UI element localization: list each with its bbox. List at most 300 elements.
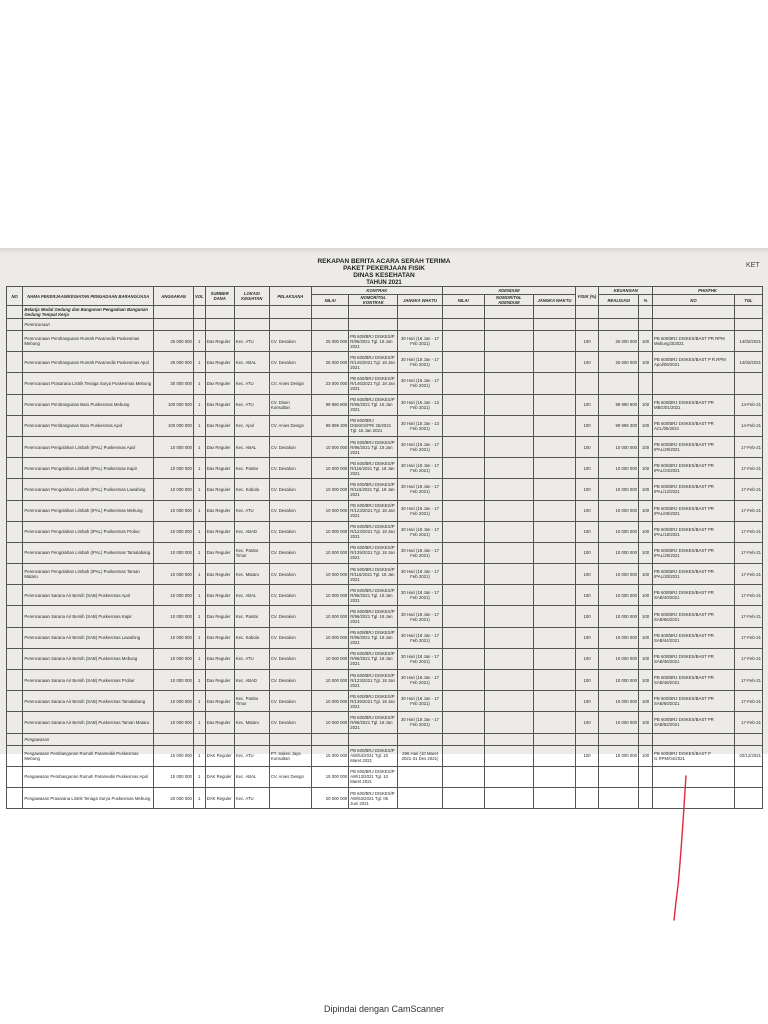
empty-cell bbox=[311, 319, 348, 331]
row-jangka: 30 Hari (18 Jan - 17 Feb 2021) bbox=[398, 331, 442, 352]
row-nomor-kontrak: PB 600/BRJ DISKES/P R/96/2021 Tgl. 18 Jan 2021 bbox=[349, 585, 398, 606]
row-no bbox=[7, 331, 23, 352]
row-pelaksana: CV. Desakon bbox=[269, 648, 311, 669]
row-lokasi: Kec. ATU bbox=[234, 331, 269, 352]
row-adendum-nilai bbox=[442, 585, 484, 606]
row-sumber: Dax Reguler bbox=[205, 415, 234, 436]
row-adendum-nomor bbox=[484, 787, 533, 808]
empty-cell bbox=[575, 733, 598, 745]
col-vol: VOL bbox=[193, 287, 205, 306]
row-pho-no: PB 600/BRJ DISKES/BAST PR IPAL/06/2021 bbox=[653, 500, 735, 521]
row-adendum-nomor bbox=[484, 627, 533, 648]
empty-cell bbox=[442, 306, 484, 319]
row-jangka: 30 Hari (18 Jan - 17 Feb 2021) bbox=[398, 458, 442, 479]
subsection-perencanaan bbox=[7, 319, 763, 331]
row-pho-no: PB 600/BRJ DISKES/BAST PR SAB/60/2021 bbox=[653, 691, 735, 712]
row-pho-no: PB 600/BRJ DISKES/BAST PR SAB/56/2021 bbox=[653, 606, 735, 627]
row-lokasi: Kec. ATU bbox=[234, 394, 269, 415]
row-vol: 1 bbox=[193, 564, 205, 585]
row-jangka bbox=[398, 766, 442, 787]
row-lokasi: Kec. Pantar bbox=[234, 458, 269, 479]
subsection-perencanaan-label: Perencanaan bbox=[23, 319, 154, 331]
row-pelaksana: CV. Disen Konsultan bbox=[269, 394, 311, 415]
row-realisasi: 10 000 000 bbox=[599, 648, 639, 669]
row-adendum-nomor bbox=[484, 373, 533, 394]
scanned-sheet bbox=[0, 248, 768, 806]
row-pho-no: PB 600/BRJ DISKES/BAST PR ACL/05/2021 bbox=[653, 415, 735, 436]
col-fisik: FISIK (%) bbox=[575, 287, 598, 306]
row-adendum-nomor bbox=[484, 394, 533, 415]
row-nama: Perencanaan Pengolahan Limbah (IPAL) Puskesmas Probur bbox=[23, 521, 154, 542]
row-adendum-nilai bbox=[442, 627, 484, 648]
row-pelaksana: CV. Desakon bbox=[269, 712, 311, 733]
row-realisasi: 10 000 000 bbox=[599, 564, 639, 585]
row-nomor-kontrak: PB 600/BRJ DISKES/P R/96/2021 Tgl. 18 Jan 2021 bbox=[349, 648, 398, 669]
doc-title-4: TAHUN 2021 bbox=[366, 280, 402, 286]
row-realisasi bbox=[599, 787, 639, 808]
row-realisasi: 10 000 000 bbox=[599, 436, 639, 457]
row-nama: Perencanaan Pengolahan Limbah (IPAL) Puskesmas Mebung bbox=[23, 500, 154, 521]
row-realisasi: 99 999 300 bbox=[599, 415, 639, 436]
row-pelaksana: CV. Desakon bbox=[269, 585, 311, 606]
row-persen: 100 bbox=[639, 627, 653, 648]
row-nilai: 10 000 000 bbox=[311, 606, 348, 627]
row-anggaran: 10 000 000 bbox=[154, 691, 194, 712]
col-pho-tgl: TGL bbox=[734, 295, 762, 306]
empty-cell bbox=[575, 319, 598, 331]
row-vol: 1 bbox=[193, 352, 205, 373]
empty-cell bbox=[734, 319, 762, 331]
row-no bbox=[7, 394, 23, 415]
row-adendum-nilai bbox=[442, 415, 484, 436]
row-realisasi: 25 000 000 bbox=[599, 352, 639, 373]
row-nilai: 10 000 000 bbox=[311, 648, 348, 669]
row-persen: 100 bbox=[639, 712, 653, 733]
row-sumber: Dax Reguler bbox=[205, 500, 234, 521]
row-adendum-jangka bbox=[533, 331, 575, 352]
row-nilai: 10 000 000 bbox=[311, 712, 348, 733]
empty-cell bbox=[269, 733, 311, 745]
empty-cell bbox=[599, 306, 639, 319]
row-pelaksana: CV. Anies Design bbox=[269, 373, 311, 394]
doc-title-2: PAKET PEKERJAAN FISIK bbox=[343, 265, 425, 272]
row-pelaksana bbox=[269, 787, 311, 808]
row-jangka: 30 Hari (18 Jan - 17 Feb 2021) bbox=[398, 627, 442, 648]
row-jangka: 30 Hari (18 Jan - 17 Feb 2021) bbox=[398, 648, 442, 669]
row-adendum-nilai bbox=[442, 691, 484, 712]
row-anggaran: 15 000 000 bbox=[154, 766, 194, 787]
table-row bbox=[7, 745, 763, 766]
empty-cell bbox=[398, 319, 442, 331]
row-pho-tgl: 17-Feb-21 bbox=[734, 564, 762, 585]
row-fisik: 100 bbox=[575, 458, 598, 479]
row-nama: Pengawasan Pembangunan Rumah Paramedis Puskesmas Mebung bbox=[23, 745, 154, 766]
row-fisik: 100 bbox=[575, 394, 598, 415]
row-nomor-kontrak: PB 600/BRJ DISKES/P R/96/2021 Tgl. 18 Jan 2021 bbox=[349, 436, 398, 457]
row-nilai: 10 000 000 bbox=[311, 691, 348, 712]
row-anggaran: 25 000 000 bbox=[154, 331, 194, 352]
row-anggaran: 10 000 000 bbox=[154, 479, 194, 500]
row-vol: 1 bbox=[193, 331, 205, 352]
row-nomor-kontrak: PB 600/BRJ DISKES/P AW/53/2021 Tgl. 06 Juni 2021 bbox=[349, 787, 398, 808]
row-vol: 1 bbox=[193, 415, 205, 436]
empty-cell bbox=[484, 733, 533, 745]
row-adendum-nilai bbox=[442, 745, 484, 766]
row-pho-tgl: 17-Feb-21 bbox=[734, 500, 762, 521]
row-adendum-jangka bbox=[533, 521, 575, 542]
row-pelaksana: CV. Desakon bbox=[269, 627, 311, 648]
row-lokasi: Kec. ABAL bbox=[234, 352, 269, 373]
row-realisasi: 10 000 000 bbox=[599, 670, 639, 691]
row-realisasi: 10 000 000 bbox=[599, 627, 639, 648]
row-persen: 100 bbox=[639, 458, 653, 479]
row-adendum-nomor bbox=[484, 670, 533, 691]
row-vol: 1 bbox=[193, 670, 205, 691]
row-adendum-nomor bbox=[484, 585, 533, 606]
empty-cell bbox=[533, 319, 575, 331]
row-pelaksana: CV. Desakon bbox=[269, 542, 311, 563]
row-adendum-jangka bbox=[533, 373, 575, 394]
col-keuangan-persen: % bbox=[639, 295, 653, 306]
row-persen: 100 bbox=[639, 648, 653, 669]
row-persen: 100 bbox=[639, 394, 653, 415]
row-pelaksana: PT. Sakeri Jaya Konsultan bbox=[269, 745, 311, 766]
row-jangka: 30 Hari (18 Jan - 17 Feb 2021) bbox=[398, 500, 442, 521]
row-jangka: 30 Hari (18 Jan - 17 Feb 2021) bbox=[398, 564, 442, 585]
empty-cell bbox=[442, 319, 484, 331]
row-nama: Pengawasan Pembangunan Rumah Paramedis Puskesmas Apol bbox=[23, 766, 154, 787]
row-vol: 1 bbox=[193, 745, 205, 766]
row-realisasi bbox=[599, 766, 639, 787]
col-no: NO bbox=[7, 287, 23, 306]
row-no bbox=[7, 712, 23, 733]
row-pelaksana: CV. Anies Design bbox=[269, 415, 311, 436]
empty-cell bbox=[533, 733, 575, 745]
row-fisik: 100 bbox=[575, 500, 598, 521]
empty-cell bbox=[653, 319, 735, 331]
row-adendum-jangka bbox=[533, 564, 575, 585]
row-sumber: Dax Reguler bbox=[205, 352, 234, 373]
row-adendum-nilai bbox=[442, 352, 484, 373]
row-nama: Perencanaan Sarana Air Bersih (SAB) Puskesmas Taman Mataru bbox=[23, 712, 154, 733]
row-persen: 100 bbox=[639, 415, 653, 436]
row-lokasi: Kec. ABAL bbox=[234, 585, 269, 606]
row-pelaksana: CV. Desakon bbox=[269, 458, 311, 479]
row-pho-tgl bbox=[734, 766, 762, 787]
table-row bbox=[7, 394, 763, 415]
row-vol: 1 bbox=[193, 648, 205, 669]
row-fisik: 100 bbox=[575, 352, 598, 373]
table-row bbox=[7, 458, 763, 479]
row-nomor-kontrak: PB 600/BRJ DISKES/P R/116/2021 Tgl. 18 Jan 2021 bbox=[349, 458, 398, 479]
row-lokasi: Kec. Pantar Timur bbox=[234, 691, 269, 712]
row-pho-tgl: 02/12/2021 bbox=[734, 745, 762, 766]
col-pho-no: NO bbox=[653, 295, 735, 306]
row-persen: 100 bbox=[639, 331, 653, 352]
empty-cell bbox=[533, 306, 575, 319]
row-fisik: 100 bbox=[575, 627, 598, 648]
row-vol: 1 bbox=[193, 585, 205, 606]
row-jangka: 30 Hari (18 Jan - 17 Feb 2021) bbox=[398, 436, 442, 457]
section-belanja-modal bbox=[7, 306, 763, 319]
row-vol: 1 bbox=[193, 500, 205, 521]
row-sumber: Dax Reguler bbox=[205, 564, 234, 585]
row-vol: 1 bbox=[193, 627, 205, 648]
empty-cell bbox=[193, 319, 205, 331]
row-sumber: Dax Reguler bbox=[205, 606, 234, 627]
col-anggaran: ANGGARAN bbox=[154, 287, 194, 306]
row-pelaksana: CV. Desakon bbox=[269, 479, 311, 500]
col-phofhk: PHO/FHK bbox=[653, 287, 763, 295]
row-sumber: Dax Reguler bbox=[205, 479, 234, 500]
row-pho-no: PB 600/BRJ DISKES/BAST PR IPAL/29/2021 bbox=[653, 436, 735, 457]
row-jangka: 30 Hari (18 Jan - 17 Feb 2021) bbox=[398, 606, 442, 627]
row-anggaran: 30 000 000 bbox=[154, 373, 194, 394]
row-fisik: 100 bbox=[575, 670, 598, 691]
empty-cell bbox=[734, 306, 762, 319]
row-nama: Perencanaan Pembangunan Rumah Paramedis Puskesmas Mebung bbox=[23, 331, 154, 352]
col-kontrak-nomor: NOMOR/TGL KONTRAK bbox=[349, 295, 398, 306]
row-vol: 1 bbox=[193, 712, 205, 733]
row-anggaran: 10 000 000 bbox=[154, 648, 194, 669]
row-fisik: 100 bbox=[575, 585, 598, 606]
table-row bbox=[7, 627, 763, 648]
row-no bbox=[7, 458, 23, 479]
col-keuangan-realisasi: REALISASI bbox=[599, 295, 639, 306]
row-persen: 100 bbox=[639, 745, 653, 766]
row-anggaran: 10 000 000 bbox=[154, 521, 194, 542]
row-adendum-jangka bbox=[533, 606, 575, 627]
col-sumber: SUMBER DANA bbox=[205, 287, 234, 306]
row-pho-no: PB 600/BRJ DISKES/BAST PR SAB/40/2021 bbox=[653, 585, 735, 606]
row-nama: Perencanaan Prasarana Listrik Tenaga Surya Puskesmas Mebung bbox=[23, 373, 154, 394]
row-persen: 100 bbox=[639, 585, 653, 606]
empty-cell bbox=[269, 306, 311, 319]
row-pho-tgl: 17-Feb-21 bbox=[734, 436, 762, 457]
scanner-footer: Dipindai dengan CamScanner bbox=[323, 1004, 445, 1014]
table-row bbox=[7, 373, 763, 394]
row-nomor-kontrak: PB 600/BRJ DISKES/P R/96/2021 Tgl. 18 Jan 2021 bbox=[349, 331, 398, 352]
row-anggaran: 10 000 000 bbox=[154, 436, 194, 457]
row-fisik bbox=[575, 766, 598, 787]
row-sumber: Dax Reguler bbox=[205, 436, 234, 457]
row-adendum-nilai bbox=[442, 542, 484, 563]
row-jangka: 30 Hari (18 Jan - 17 Feb 2021) bbox=[398, 691, 442, 712]
row-vol: 1 bbox=[193, 373, 205, 394]
row-fisik: 100 bbox=[575, 648, 598, 669]
row-nilai: 10 000 000 bbox=[311, 564, 348, 585]
row-anggaran: 100 000 000 bbox=[154, 394, 194, 415]
empty-cell bbox=[575, 306, 598, 319]
row-nilai: 10 000 000 bbox=[311, 627, 348, 648]
row-nilai: 10 000 000 bbox=[311, 670, 348, 691]
table-row bbox=[7, 712, 763, 733]
empty-cell bbox=[269, 319, 311, 331]
row-adendum-nomor bbox=[484, 331, 533, 352]
col-kontrak-nilai: NILAI bbox=[311, 295, 348, 306]
row-realisasi: 10 000 000 bbox=[599, 606, 639, 627]
row-sumber: DAK Reguler bbox=[205, 745, 234, 766]
row-pho-tgl: 17-Feb-21 bbox=[734, 585, 762, 606]
row-lokasi: Kec. Pantar bbox=[234, 606, 269, 627]
row-lokasi: Kec. Pantar Timur bbox=[234, 542, 269, 563]
row-pho-tgl: 17-Feb-21 bbox=[734, 691, 762, 712]
row-adendum-jangka bbox=[533, 712, 575, 733]
row-lokasi: Kec. Mataru bbox=[234, 712, 269, 733]
row-nama: Perencanaan Pengolahan Limbah (IPAL) Puskesmas Lawahing bbox=[23, 479, 154, 500]
row-anggaran: 10 000 000 bbox=[154, 627, 194, 648]
row-pelaksana: CV. Desakon bbox=[269, 691, 311, 712]
row-adendum-nilai bbox=[442, 479, 484, 500]
row-pho-tgl: 17-Feb-21 bbox=[734, 521, 762, 542]
row-no bbox=[7, 691, 23, 712]
row-realisasi: 15 000 000 bbox=[599, 745, 639, 766]
row-fisik: 100 bbox=[575, 712, 598, 733]
row-nomor-kontrak: PB 600/BRJ DISKES/P R/96/2021 Tgl. 18 Jan 2021 bbox=[349, 606, 398, 627]
row-vol: 1 bbox=[193, 521, 205, 542]
row-jangka: 30 Hari (15 Jan - 13 Feb 2021) bbox=[398, 394, 442, 415]
row-adendum-jangka bbox=[533, 585, 575, 606]
row-adendum-jangka bbox=[533, 436, 575, 457]
row-adendum-jangka bbox=[533, 542, 575, 563]
row-sumber: Dax Reguler bbox=[205, 585, 234, 606]
row-adendum-jangka bbox=[533, 627, 575, 648]
empty-cell bbox=[484, 306, 533, 319]
row-persen: 100 bbox=[639, 606, 653, 627]
empty-cell bbox=[734, 733, 762, 745]
row-adendum-nomor bbox=[484, 712, 533, 733]
row-fisik: 100 bbox=[575, 691, 598, 712]
row-nomor-kontrak: PB 600/BRJ DISKES/P R/123/2021 Tgl. 18 Jan 2021 bbox=[349, 670, 398, 691]
row-pho-no: PB 600/BRJ DISKES/BAST PR IPAL/30/2021 bbox=[653, 564, 735, 585]
row-realisasi: 10 000 000 bbox=[599, 712, 639, 733]
ket-label: KET bbox=[746, 262, 760, 269]
row-adendum-nomor bbox=[484, 564, 533, 585]
row-adendum-nilai bbox=[442, 373, 484, 394]
row-lokasi: Kec. Mataru bbox=[234, 564, 269, 585]
row-pho-no: PB 600/BRJ DISKES/BAST PR SAB/48/2021 bbox=[653, 670, 735, 691]
row-pho-tgl: 17-Feb-21 bbox=[734, 458, 762, 479]
empty-cell bbox=[639, 306, 653, 319]
row-sumber: Dax Reguler bbox=[205, 542, 234, 563]
table-row bbox=[7, 500, 763, 521]
row-no bbox=[7, 766, 23, 787]
row-no bbox=[7, 564, 23, 585]
row-nomor-kontrak: PB 600/BRJ DISKES/P R/139/2021 Tgl. 18 Jan 2021 bbox=[349, 691, 398, 712]
empty-cell bbox=[599, 319, 639, 331]
row-anggaran: 10 000 000 bbox=[154, 564, 194, 585]
row-lokasi: Kec. ATU bbox=[234, 373, 269, 394]
row-pho-tgl: 17-Feb-21 bbox=[734, 479, 762, 500]
row-fisik: 100 bbox=[575, 436, 598, 457]
row-pho-no: PB 600/BRJ DISKES/BAST PR MBG/01/2021 bbox=[653, 394, 735, 415]
row-pho-tgl: 14/02/2021 bbox=[734, 352, 762, 373]
row-lokasi: Kec. ATU bbox=[234, 745, 269, 766]
row-adendum-jangka bbox=[533, 691, 575, 712]
row-nilai: 99 999 300 bbox=[311, 415, 348, 436]
table-row bbox=[7, 352, 763, 373]
row-anggaran: 10 000 000 bbox=[154, 458, 194, 479]
row-pho-tgl: 17-Feb-21 bbox=[734, 606, 762, 627]
row-nilai: 10 000 000 bbox=[311, 436, 348, 457]
row-pelaksana: CV. Desakon bbox=[269, 331, 311, 352]
row-anggaran: 10 000 000 bbox=[154, 542, 194, 563]
subsection-pengawasan bbox=[7, 733, 763, 745]
row-lokasi: Kec. Kabola bbox=[234, 479, 269, 500]
row-nama: Pengawasan Prasarana Listrik Tenaga Surya Puskesmas Mebung bbox=[23, 787, 154, 808]
row-lokasi: Kec. Kabola bbox=[234, 627, 269, 648]
row-persen: 100 bbox=[639, 352, 653, 373]
row-no bbox=[7, 436, 23, 457]
row-nomor-kontrak: PB 600/BRJ DISKES/P R/146/2021 Tgl. 18 Jan 2021 bbox=[349, 373, 398, 394]
row-anggaran: 100 000 000 bbox=[154, 415, 194, 436]
row-adendum-nomor bbox=[484, 745, 533, 766]
empty-cell bbox=[234, 733, 269, 745]
row-sumber: DAK Reguler bbox=[205, 787, 234, 808]
row-persen: 100 bbox=[639, 564, 653, 585]
row-adendum-jangka bbox=[533, 648, 575, 669]
doc-title-1: REKAPAN BERITA ACARA SERAH TERIMA bbox=[317, 258, 451, 265]
row-pelaksana: CV. Desakon bbox=[269, 500, 311, 521]
row-no bbox=[7, 500, 23, 521]
row-sumber: Dax Reguler bbox=[205, 458, 234, 479]
row-realisasi: 10 000 000 bbox=[599, 585, 639, 606]
row-adendum-nomor bbox=[484, 606, 533, 627]
empty-cell bbox=[193, 306, 205, 319]
row-no bbox=[7, 521, 23, 542]
row-vol: 1 bbox=[193, 542, 205, 563]
row-adendum-jangka bbox=[533, 670, 575, 691]
row-adendum-nilai bbox=[442, 394, 484, 415]
row-persen: 100 bbox=[639, 500, 653, 521]
col-adendum-nomor: NOMOR/TGL ADENDUM bbox=[484, 295, 533, 306]
empty-cell bbox=[599, 733, 639, 745]
row-lokasi: Kec. ABAL bbox=[234, 436, 269, 457]
row-nomor-kontrak: PB 600/BRJ DISKES/P R/96/2021 Tgl. 18 Jan 2021 bbox=[349, 627, 398, 648]
row-nama: Perencanaan Sarana Air Bersih (SAB) Puskesmas Mebung bbox=[23, 648, 154, 669]
row-nama: Perencanaan Pembangunan Baru Puskesmas Mebung bbox=[23, 394, 154, 415]
row-nilai: 25 000 000 bbox=[311, 331, 348, 352]
row-pho-no: PB 600/BRJ DISKES/BAST P R.RPM Apol/09/2021 bbox=[653, 352, 735, 373]
row-adendum-nomor bbox=[484, 542, 533, 563]
row-nama: Perencanaan Pembangunan Rumah Paramedis Puskesmas Apol bbox=[23, 352, 154, 373]
row-lokasi: Kec. ABAL bbox=[234, 766, 269, 787]
row-adendum-nomor bbox=[484, 352, 533, 373]
row-persen bbox=[639, 766, 653, 787]
empty-cell bbox=[154, 733, 194, 745]
row-no bbox=[7, 787, 23, 808]
section-no-cell bbox=[7, 319, 23, 331]
row-nilai: 10 000 000 bbox=[311, 521, 348, 542]
col-adendum-nilai: NILAI bbox=[442, 295, 484, 306]
empty-cell bbox=[653, 306, 735, 319]
row-pho-no: PB 600/BRJ DISKES/BAST PR IPAL/24/2021 bbox=[653, 458, 735, 479]
row-nomor-kontrak: PB 600/BRJ DISKES/P R/139/2021 Tgl. 18 Jan 2021 bbox=[349, 542, 398, 563]
subsection-pengawasan-label: Pengawasan bbox=[23, 733, 154, 745]
row-pho-tgl: 14-Feb-21 bbox=[734, 394, 762, 415]
empty-cell bbox=[398, 733, 442, 745]
row-adendum-nilai bbox=[442, 521, 484, 542]
row-adendum-nomor bbox=[484, 458, 533, 479]
row-vol: 1 bbox=[193, 787, 205, 808]
row-nama: Perencanaan Pengolahan Limbah (IPAL) Puskesmas Taman Mataru bbox=[23, 564, 154, 585]
row-vol: 1 bbox=[193, 394, 205, 415]
row-nilai: 23 000 000 bbox=[311, 373, 348, 394]
row-sumber: Dax Reguler bbox=[205, 627, 234, 648]
row-adendum-nilai bbox=[442, 458, 484, 479]
row-nomor-kontrak: PB 600/BRJ DISKES/P R/96/2021 Tgl. 18 Jan 2021 bbox=[349, 712, 398, 733]
empty-cell bbox=[442, 733, 484, 745]
